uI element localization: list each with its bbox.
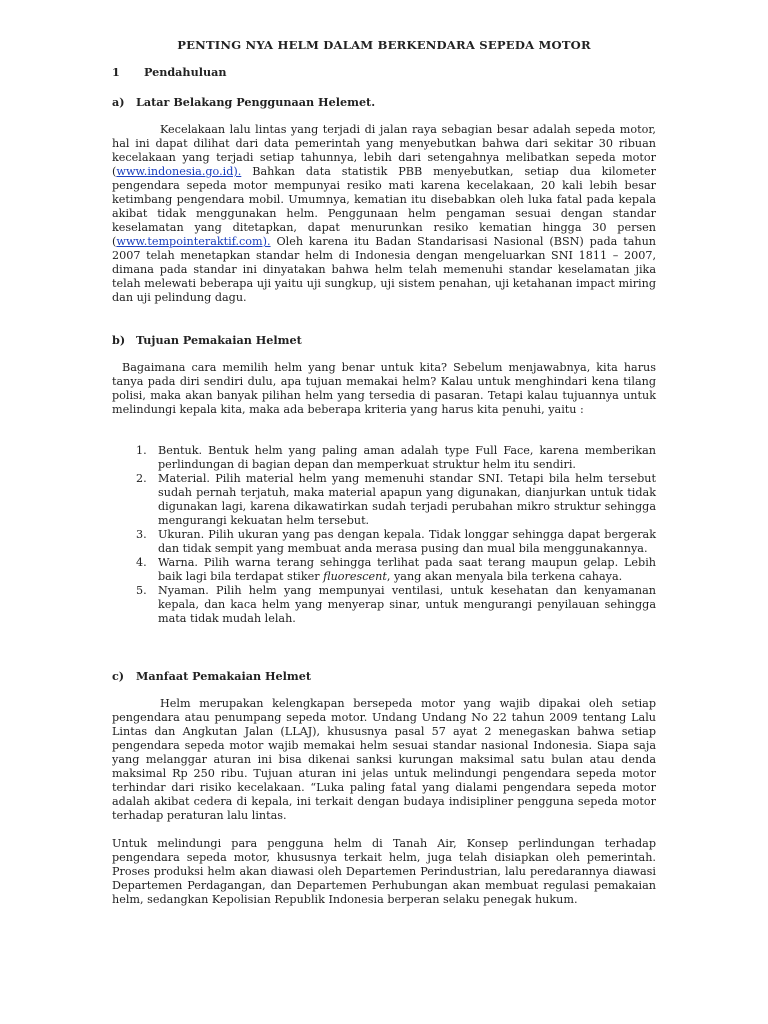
section-c-paragraph-2: Untuk melindungi para pengguna helm di Tanah Air, Konsep perlindungan terhadap pengendara sepeda motor, khususnya terkait helm, juga telah disiapkan oleh pemerintah. Proses produksi helm akan diawasi oleh Departemen Perindustrian, lalu peredarannya diawasi Departemen Perdagangan, dan Departemen Perhubungan akan membuat regulasi pemakaian helm, sedangkan Kepolisian Republik Indonesia berperan selaku penegak hukum. <box>112 837 656 906</box>
list-item-number: 2. <box>136 472 147 485</box>
list-item-text: Ukuran. Pilih ukuran yang pas dengan kepala. Tidak longgar sehingga dapat bergerak dan tidak sempit yang membuat anda merasa pusing dan mual bila menggunakannya. <box>158 528 656 555</box>
list-item-number: 4. <box>136 556 147 569</box>
section-a-paragraph <box>112 123 656 305</box>
section-c-heading <box>112 669 311 683</box>
section-c-paragraph-1: Helm merupakan kelengkapan bersepeda motor yang wajib dipakai oleh setiap pengendara atau penumpang sepeda motor. Undang Undang No 22 tahun 2009 tentang Lalu Lintas dan Angkutan Jalan (LLAJ), khususnya pasal 57 ayat 2 menegaskan bahwa setiap pengendara sepeda motor wajib memakai helm sesuai standar nasional Indonesia. Siapa saja yang melanggar aturan ini bisa dikenai sanksi kurungan maksimal satu bulan atau denda maksimal Rp 250 ribu. Tujuan aturan ini jelas untuk melindungi pengendara sepeda motor terhindar dari risiko kecelakaan. “Luka paling fatal yang dialami pengendara sepeda motor adalah akibat cedera di kepala, ini terkait dengan budaya indisipliner pengguna sepeda motor terhadap peraturan lalu lintas. <box>112 697 656 822</box>
section-a-title: Latar Belakang Penggunaan Helemet. <box>136 95 376 109</box>
section-c-title: Manfaat Pemakaian Helmet <box>136 669 312 683</box>
list-item-text: Nyaman. Pilih helm yang mempunyai ventilasi, untuk kesehatan dan kenyamanan kepala, dan kaca helm yang menyerap sinar, untuk mengurangi penyilauan sehingga mata tidak mudah lelah. <box>158 584 656 625</box>
criteria-list <box>112 444 656 626</box>
chapter-number: 1 <box>112 65 120 79</box>
list-item <box>112 556 656 584</box>
list-item-number: 3. <box>136 528 147 541</box>
section-a-label: a) <box>112 95 125 109</box>
list-item-number: 1. <box>136 444 147 457</box>
chapter-title: Pendahuluan <box>144 65 227 79</box>
section-a-text-1: Kecelakaan lalu lintas yang terjadi di jalan raya sebagian besar adalah sepeda motor, hal ini dapat dilihat dari data pemerintah yang menyebutkan bahwa dari sekitar 30 ribuan kecelakaan yang terjadi setiap tahunnya, lebih dari setengahnya melibatkan sepeda motor ( <box>112 123 656 178</box>
section-b-intro: Bagaimana cara memilih helm yang benar untuk kita? Sebelum menjawabnya, kita harus tanya pada diri sendiri dulu, apa tujuan memakai helm? Kalau untuk menghindari kena tilang polisi, maka akan banyak pilihan helm yang tersedia di pasaran. Tetapi kalau tujuannya untuk melindungi kepala kita, maka ada beberapa kriteria yang harus kita penuhi, yaitu : <box>112 361 656 416</box>
list-item-text: Bentuk. Bentuk helm yang paling aman adalah type Full Face, karena memberikan perlindungan di bagian depan dan memperkuat struktur helm itu sendiri. <box>158 444 656 471</box>
list-item <box>112 584 656 626</box>
list-item-text: Warna. Pilih warna terang sehingga terlihat pada saat terang maupun gelap. Lebih baik lagi bila terdapat stiker <box>158 556 656 583</box>
section-a-text-3: Oleh karena itu Badan Standarisasi Nasional (BSN) pada tahun 2007 telah menetapkan standar helm di Indonesia dengan mengeluarkan SNI 1811 – 2007, dimana pada standar ini dinyatakan bahwa helm telah memenuhi standar keselamatan jika telah melewati beberapa uji yaitu uji sungkup, uji sistem penahan, uji ketahanan impact miring dan uji pelindung dagu. <box>112 235 656 304</box>
document-title: PENTING NYA HELM DALAM BERKENDARA SEPEDA MOTOR <box>177 38 591 52</box>
section-a-heading <box>112 95 375 109</box>
list-item <box>112 444 656 472</box>
section-a-text-2: Bahkan data statistik PBB menyebutkan, setiap dua kilometer pengendara sepeda motor mempunyai resiko mati karena kecelakaan, 20 kali lebih besar ketimbang pengendara mobil. Umumnya, kematian itu disebabkan oleh luka fatal pada kepala akibat tidak menggunakan helm. Penggunaan helm pengaman sesuai dengan standar keselamatan yang ditetapkan, dapat menurunkan resiko kematian hingga 30 persen ( <box>112 165 656 248</box>
indonesia-link[interactable]: www.indonesia.go.id). <box>116 165 242 178</box>
section-b-label: b) <box>112 333 126 347</box>
list-item-number: 5. <box>136 584 147 597</box>
list-item-text: , yang akan menyala bila terkena cahaya. <box>386 570 623 583</box>
list-item-text: Material. Pilih material helm yang memenuhi standar SNI. Tetapi bila helm tersebut sudah pernah terjatuh, maka material apapun yang digunakan, dianjurkan untuk tidak digunakan lagi, karena dikawatirkan sudah terjadi perubahan mikro struktur sehingga mengurangi kekuatan helm tersebut. <box>158 472 656 527</box>
section-c-label: c) <box>112 669 125 683</box>
section-b-heading <box>112 333 302 347</box>
section-b-title: Tujuan Pemakaian Helmet <box>136 333 302 347</box>
list-item <box>112 472 656 528</box>
list-item-emphasis: fluorescent <box>323 570 387 583</box>
chapter-heading <box>112 65 226 79</box>
list-item <box>112 528 656 556</box>
tempointeraktif-link[interactable]: www.tempointeraktif.com). <box>116 235 271 248</box>
